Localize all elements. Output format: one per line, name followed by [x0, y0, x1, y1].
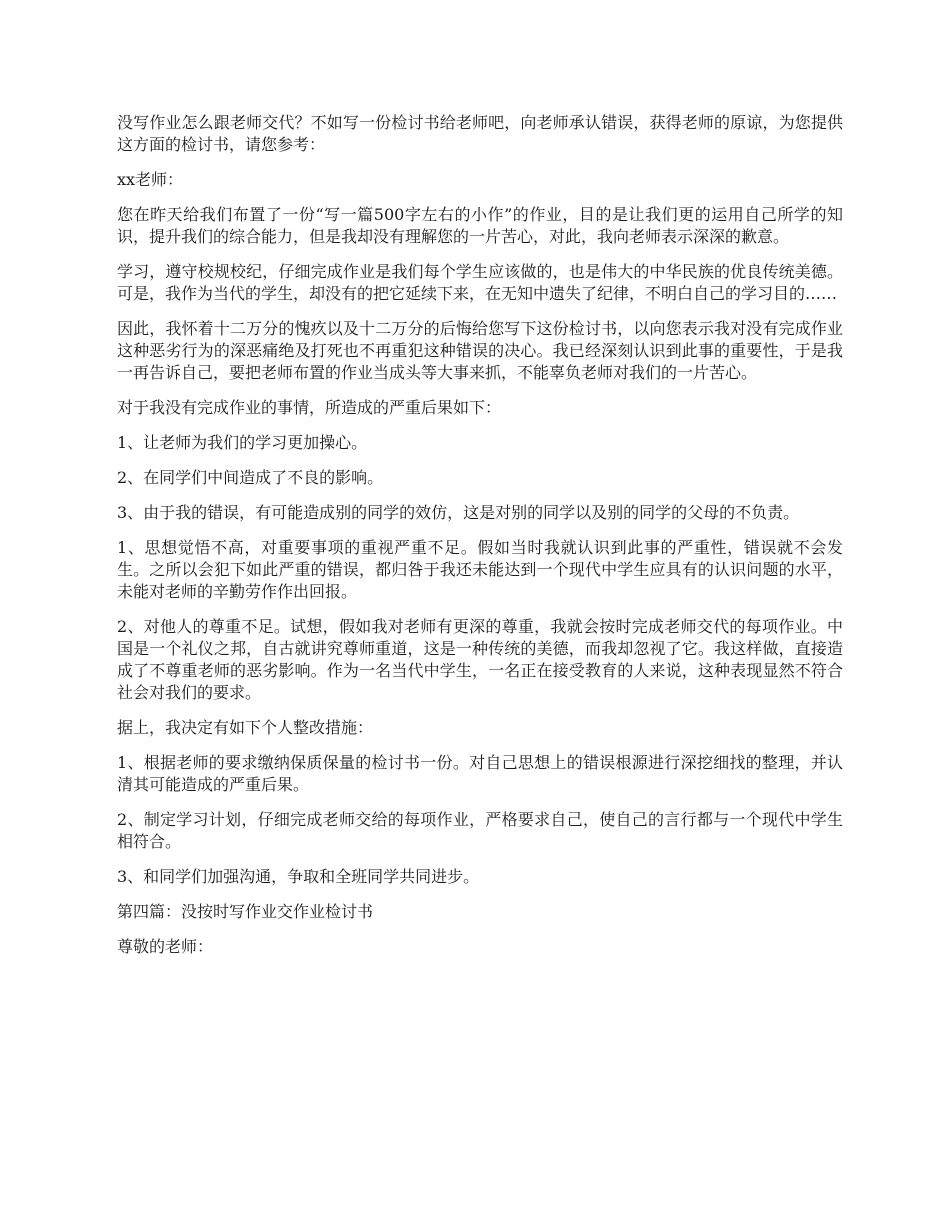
list-item: 2、制定学习计划，仔细完成老师交给的每项作业，严格要求自己，使自己的言行都与一个现代中学生相符合。 [117, 810, 843, 851]
document-body [117, 112, 843, 971]
intro-paragraph: 没写作业怎么跟老师交代？不如写一份检讨书给老师吧，向老师承认错误，获得老师的原谅，为您提供这方面的检讨书，请您参考： [117, 113, 843, 154]
list-item: 1、让老师为我们的学习更加操心。 [117, 433, 368, 452]
body-paragraph: 因此，我怀着十二万分的愧疚以及十二万分的后悔给您写下这份检讨书，以向您表示我对没有完成作业这种恶劣行为的深恶痛绝及打死也不再重犯这种错误的决心。我已经深刻认识到此事的重要性，于是我一再告诉自己，要把老师布置的作业当成头等大事来抓，不能辜负老师对我们的一片苦心。 [117, 319, 843, 382]
list-item: 2、对他人的尊重不足。试想，假如我对老师有更深的尊重，我就会按时完成老师交代的每项作业。中国是一个礼仪之邦，自古就讲究尊师重道，这是一种传统的美德，而我却忽视了它。我这样做，直接造成了不尊重老师的恶劣影响。作为一名当代中学生，一名正在接受教育的人来说，这种表现显然不符合社会对我们的要求。 [117, 617, 843, 702]
list-item: 3、由于我的错误，有可能造成别的同学的效仿，这是对别的同学以及别的同学的父母的不负责。 [117, 503, 800, 522]
consequences-heading: 对于我没有完成作业的事情，所造成的严重后果如下： [117, 398, 502, 417]
section-title: 第四篇：没按时写作业交作业检讨书 [117, 902, 374, 921]
list-item: 1、根据老师的要求缴纳保质保量的检讨书一份。对自己思想上的错误根源进行深挖细找的整理，并认清其可能造成的严重后果。 [117, 753, 843, 794]
body-paragraph: 学习，遵守校规校纪，仔细完成作业是我们每个学生应该做的，也是伟大的中华民族的优良传统美德。可是，我作为当代的学生，却没有的把它延续下来，在无知中遗失了纪律，不明白自己的学习目的…… [117, 262, 843, 303]
salutation: 尊敬的老师： [117, 937, 214, 956]
measures-heading: 据上，我决定有如下个人整改措施： [117, 718, 374, 737]
list-item: 2、在同学们中间造成了不良的影响。 [117, 468, 384, 487]
list-item: 3、和同学们加强沟通，争取和全班同学共同进步。 [117, 867, 480, 886]
list-item: 1、思想觉悟不高，对重要事项的重视严重不足。假如当时我就认识到此事的严重性，错误就不会发生。之所以会犯下如此严重的错误，都归咎于我还未能达到一个现代中学生应具有的认识问题的水平，未能对老师的辛勤劳作作出回报。 [117, 538, 843, 601]
salutation: xx老师： [117, 170, 184, 189]
body-paragraph: 您在昨天给我们布置了一份“写一篇500字左右的小作”的作业，目的是让我们更的运用自己所学的知识，提升我们的综合能力，但是我却没有理解您的一片苦心，对此，我向老师表示深深的歉意。 [117, 205, 843, 246]
